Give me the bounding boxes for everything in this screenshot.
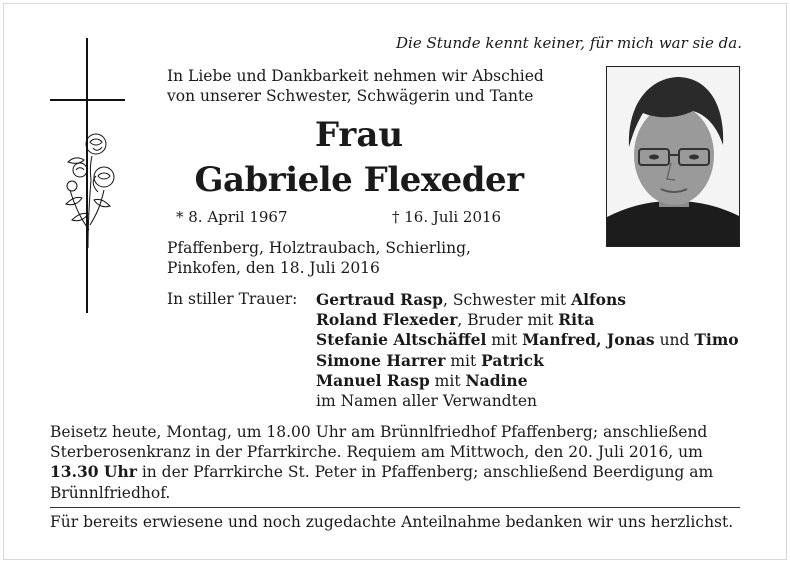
birth-date: * 8. April 1967 bbox=[176, 208, 288, 226]
service-line: 13.30 Uhr in der Pfarrkirche St. Peter in Pfaffenberg; anschließend Beerdigung am bbox=[50, 462, 714, 482]
cross-icon-bar bbox=[50, 99, 125, 101]
mourners-list bbox=[316, 290, 739, 411]
service-info bbox=[50, 422, 750, 503]
motto: Die Stunde kennt keiner, für mich war sie da. bbox=[396, 34, 742, 52]
mourner-line: Gertraud Rasp, Schwester mit Alfons bbox=[316, 290, 626, 309]
place-line: Pfaffenberg, Holztraubach, Schierling, bbox=[167, 239, 471, 257]
service-line: Brünnlfriedhof. bbox=[50, 483, 171, 502]
death-date: † 16. Juli 2016 bbox=[392, 208, 502, 226]
mourner-line: im Namen aller Verwandten bbox=[316, 392, 537, 411]
service-line: Beisetz heute, Montag, um 18.00 Uhr am Brünnlfriedhof Pfaffenberg; anschließend bbox=[50, 423, 708, 441]
salutation: Frau bbox=[314, 115, 404, 155]
place-line: Pinkofen, den 18. Juli 2016 bbox=[167, 259, 380, 277]
intro-line: von unserer Schwester, Schwägerin und Tante bbox=[167, 87, 534, 105]
thanks-line: Für bereits erwiesene und noch zugedachte Anteilnahme bedanken wir uns herzlichst. bbox=[50, 513, 734, 531]
divider bbox=[50, 507, 740, 508]
mourner-line: Manuel Rasp mit Nadine bbox=[316, 370, 528, 390]
roses-icon bbox=[58, 130, 120, 250]
portrait-photo bbox=[606, 66, 740, 247]
place-date bbox=[167, 238, 471, 278]
mourner-line: Roland Flexeder, Bruder mit Rita bbox=[316, 310, 595, 330]
mourner-line: Simone Harrer mit Patrick bbox=[316, 350, 544, 370]
intro-text bbox=[167, 66, 544, 106]
mourner-line: Stefanie Altschäffel mit Manfred, Jonas und Timo bbox=[316, 330, 739, 350]
mourning-label: In stiller Trauer: bbox=[167, 290, 298, 308]
intro-line: In Liebe und Dankbarkeit nehmen wir Abschied bbox=[167, 67, 544, 85]
deceased-name: Gabriele Flexeder bbox=[194, 160, 524, 200]
service-line: Sterberosenkranz in der Pfarrkirche. Requiem am Mittwoch, den 20. Juli 2016, um bbox=[50, 443, 703, 462]
